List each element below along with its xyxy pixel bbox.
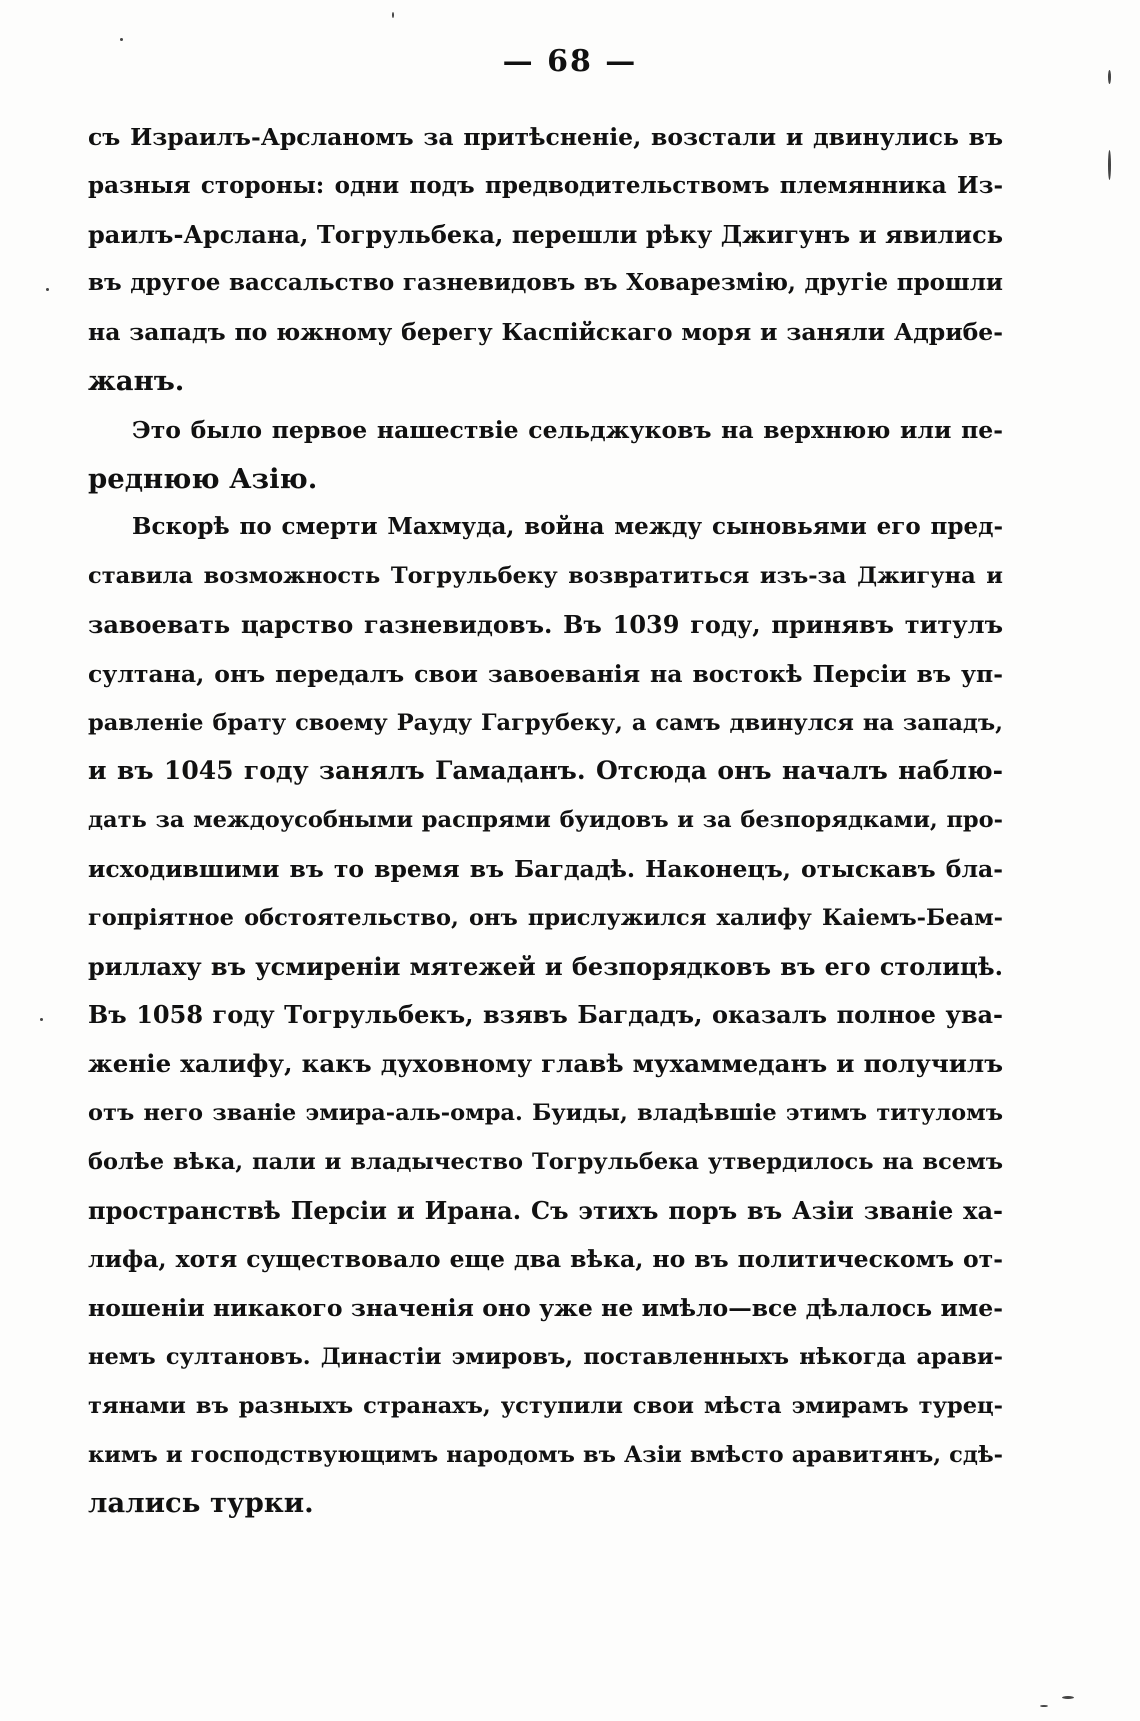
text-line: завоевать царство газневидовъ. Въ 1039 году, принявъ титулъ (88, 609, 1003, 639)
text-line: равленіе брату своему Рауду Гагрубеку, а самъ двинулся на западъ, (88, 709, 1003, 736)
body-text (88, 113, 1003, 1528)
text-line: разныя стороны: одни подъ предводительствомъ племянника Из- (88, 171, 1003, 199)
text-line: и въ 1045 году занялъ Гамаданъ. Отсюда онъ началъ наблю- (88, 756, 1003, 786)
text-line: раилъ-Арслана, Тогрульбека, перешли рѣку Джигунъ и явились (88, 219, 1003, 249)
text-line: ношеніи никакого значенія оно уже не имѣло—все дѣлалось име- (88, 1294, 1003, 1323)
text-line: болѣе вѣка, пали и владычество Тогрульбека утвердилось на всемъ (88, 1148, 1003, 1175)
text-line: реднюю Азію. (88, 462, 318, 495)
text-line: ставила возможность Тогрульбеку возвратиться изъ-за Джигуна и (88, 563, 1003, 590)
text-line: тянами въ разныхъ странахъ, уступили свои мѣста эмирамъ турец- (88, 1392, 1003, 1419)
scan-speck (392, 12, 394, 18)
page-number: — 68 — (502, 44, 638, 79)
text-line: Это было первое нашествіе сельджуковъ на верхнюю или пе- (132, 415, 1003, 444)
scan-speck (1108, 150, 1111, 180)
scan-speck (1040, 1705, 1048, 1707)
text-line: жанъ. (88, 364, 185, 397)
text-line: кимъ и господствующимъ народомъ въ Азіи вмѣсто аравитянъ, сдѣ- (88, 1441, 1003, 1468)
text-line: отъ него званіе эмира-аль-омра. Буиды, владѣвшіе этимъ титуломъ (88, 1099, 1003, 1126)
text-line: Вскорѣ по смерти Махмуда, война между сыновьями его пред- (132, 513, 1003, 541)
text-line: гопріятное обстоятельство, онъ прислужился халифу Каіемъ-Беам- (88, 904, 1003, 931)
text-line: султана, онъ передалъ свои завоеванія на востокѣ Персіи въ уп- (88, 659, 1003, 688)
text-line: съ Израилъ-Арсланомъ за притѣсненіе, возстали и двинулись въ (88, 123, 1003, 151)
text-line: лифа, хотя существовало еще два вѣка, но въ политическомъ от- (88, 1245, 1003, 1274)
scan-speck (46, 288, 49, 291)
text-line: пространствѣ Персіи и Ирана. Съ этихъ поръ въ Азіи званіе ха- (88, 1195, 1003, 1225)
text-line: риллаху въ усмиреніи мятежей и безпорядковъ въ его столицѣ. (88, 951, 1003, 981)
scan-speck (120, 38, 123, 41)
scan-speck (1108, 70, 1111, 84)
text-line: Въ 1058 году Тогрульбекъ, взявъ Багдадъ, оказалъ полное ува- (88, 1000, 1003, 1030)
text-line: женіе халифу, какъ духовному главѣ мухаммеданъ и получилъ (88, 1049, 1003, 1079)
text-line: на западъ по южному берегу Каспійскаго моря и заняли Адрибе- (88, 318, 1003, 347)
text-line: лались турки. (88, 1487, 314, 1520)
scan-speck (1062, 1696, 1074, 1699)
scan-speck (40, 1018, 43, 1021)
text-line: немъ султановъ. Династіи эмировъ, поставленныхъ нѣкогда арави- (88, 1343, 1003, 1370)
text-line: въ другое вассальство газневидовъ въ Ховарезмію, другіе прошли (88, 269, 1003, 297)
text-line: дать за междоусобными распрями буидовъ и за безпорядками, про- (88, 807, 1003, 834)
text-line: исходившими въ то время въ Багдадѣ. Наконецъ, отыскавъ бла- (88, 854, 1003, 883)
